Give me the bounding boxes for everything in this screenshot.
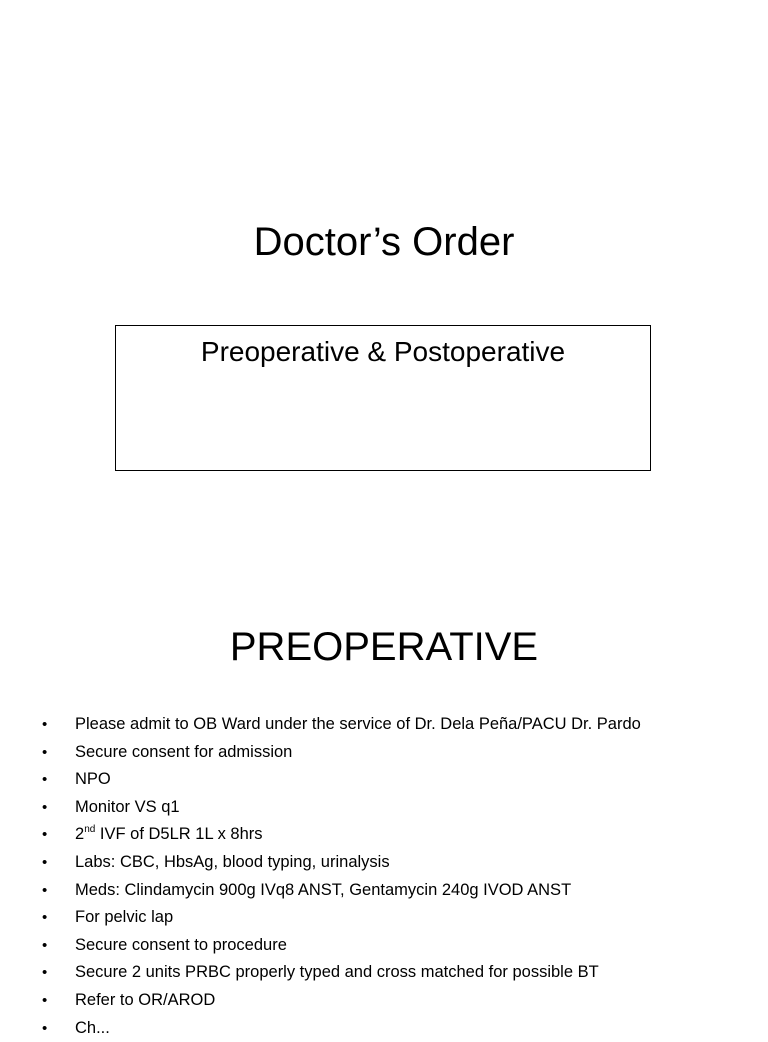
list-item [0,766,768,794]
list-item [0,904,768,932]
bullet-icon: • [42,771,48,789]
order-list [0,711,768,1042]
list-item [0,932,768,960]
ordinal-suffix: nd [84,824,96,836]
subtitle-box [115,325,651,471]
slide-title: Doctor’s Order [253,220,515,264]
bullet-icon: • [42,909,48,927]
list-item-text: Please admit to OB Ward under the service of Dr. Dela Peña/PACU Dr. Pardo [75,715,641,733]
list-item-text: Meds: Clindamycin 900g IVq8 ANST, Gentamycin 240g IVOD ANST [75,880,572,899]
list-item [0,711,768,739]
list-item-text: Ch... [75,1018,110,1037]
bullet-icon: • [42,716,48,733]
list-item-text: Monitor VS q1 [75,797,180,816]
ordinal-number: 2 [75,825,85,844]
section-heading: PREOPERATIVE [229,625,539,669]
list-item [0,1015,768,1042]
bullet-icon: • [42,826,48,844]
bullet-icon: • [42,798,48,816]
list-item [0,849,768,877]
list-item-text: For pelvic lap [75,908,174,927]
list-item [0,959,768,987]
list-item [0,821,768,849]
list-item-text: Secure consent to procedure [75,935,287,954]
subtitle-text: Preoperative & Postoperative [200,336,566,367]
list-item-text: Secure 2 units PRBC properly typed and cross matched for possible BT [75,963,599,982]
list-item [0,794,768,822]
bullet-icon: • [42,964,48,982]
bullet-icon: • [42,743,48,761]
bullet-icon: • [42,881,48,899]
list-item [0,739,768,767]
list-item-text: NPO [75,770,111,789]
list-item-text: Secure consent for admission [75,742,293,761]
bullet-icon: • [42,853,48,871]
list-item-text: Labs: CBC, HbsAg, blood typing, urinalysis [75,852,390,871]
list-item [0,987,768,1015]
bullet-icon: • [42,1019,48,1037]
list-item-text-rest: IVF of D5LR 1L x 8hrs [95,825,263,844]
bullet-icon: • [42,991,48,1009]
list-item-text [75,821,263,849]
list-item-text: Refer to OR/AROD [75,990,216,1009]
list-item [0,877,768,905]
bullet-icon: • [42,936,48,954]
